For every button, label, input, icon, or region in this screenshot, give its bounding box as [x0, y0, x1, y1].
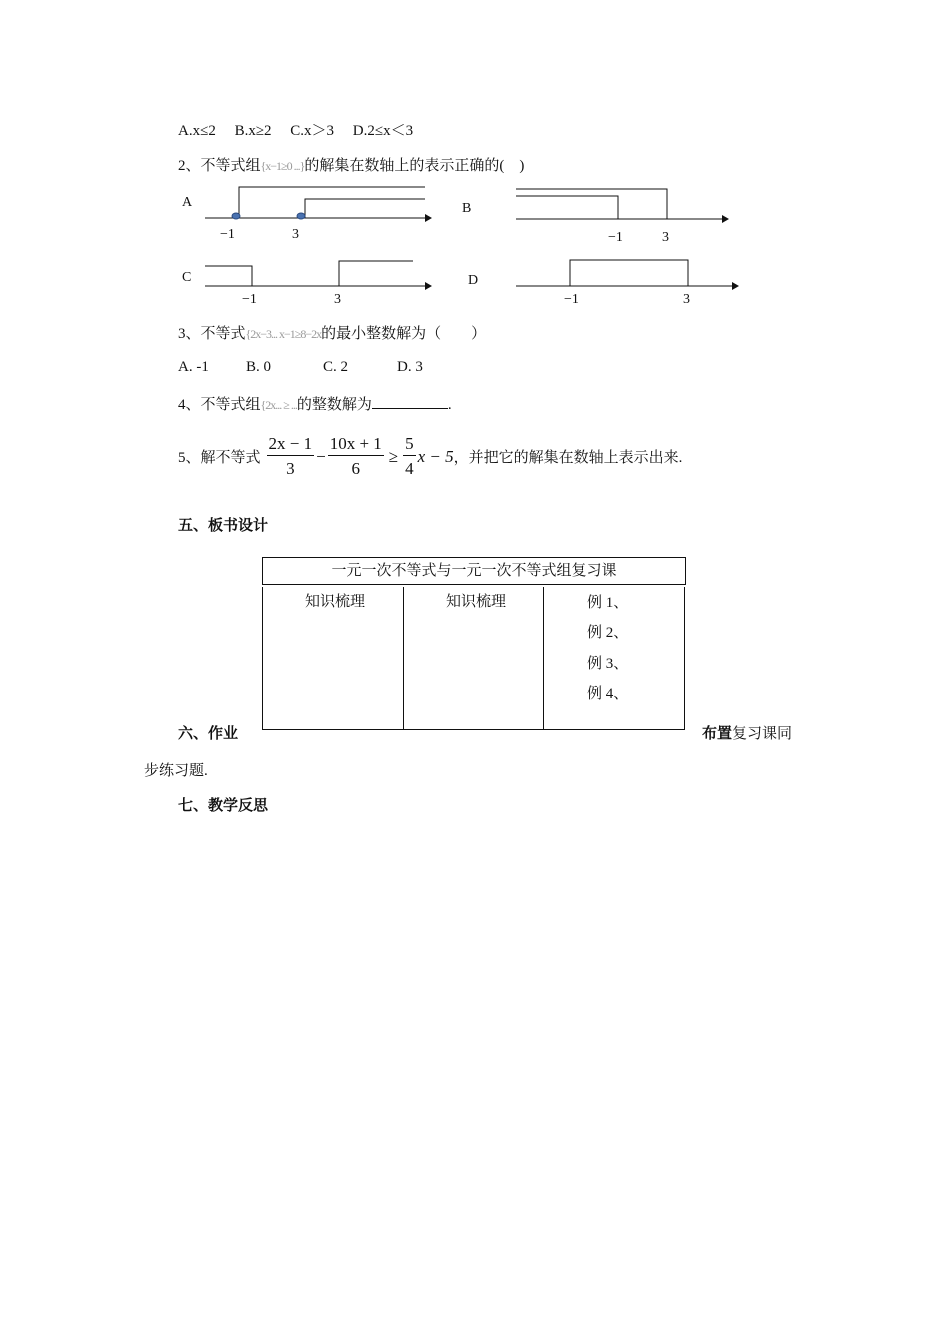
tick-d-1: −1	[564, 292, 579, 307]
option-a-label: A	[182, 195, 193, 210]
q3-option-b: B. 0	[246, 359, 272, 375]
point-a-1	[232, 213, 240, 219]
fraction-1-num: 2x − 1	[267, 436, 315, 456]
q4-answer-blank[interactable]	[372, 394, 448, 409]
fraction-3-num: 5	[403, 436, 416, 456]
tick-b-1: −1	[608, 230, 623, 245]
tick-c-2: 3	[334, 292, 341, 307]
fraction-2	[328, 436, 384, 477]
board-example-1: 例 1、	[587, 595, 629, 611]
board-example-4: 例 4、	[587, 686, 629, 702]
arrow-d	[732, 282, 739, 290]
q3-suffix: 的最小整数解为（ ）	[321, 326, 487, 342]
q5-formula	[265, 436, 454, 477]
fraction-2-num: 10x + 1	[328, 436, 384, 456]
q5-prefix: 5、解不等式	[178, 450, 261, 466]
number-line-b	[460, 185, 740, 247]
q2-suffix: 的解集在数轴上的表示正确的( )	[304, 158, 525, 174]
tick-c-1: −1	[242, 292, 257, 307]
segment-d	[570, 260, 688, 286]
q4-system: {2x... ≥ ...	[260, 398, 297, 412]
arrow-c	[425, 282, 432, 290]
section-6-text-line2: 步练习题.	[144, 763, 208, 779]
ray-c-2	[339, 261, 413, 286]
ray-a-1	[239, 187, 425, 218]
fraction-1	[267, 436, 315, 477]
minus-sign: −	[316, 446, 326, 466]
fraction-3	[403, 436, 416, 477]
tail-expression: x − 5	[417, 446, 454, 466]
board-title: 一元一次不等式与一元一次不等式组复习课	[262, 557, 686, 585]
section-6-heading: 六、作业	[178, 726, 239, 742]
board-col-1-label: 知识梳理	[305, 594, 366, 610]
geq-sign: ≥	[388, 446, 399, 466]
q3-system: {2x−3... x−1≥8−2x	[245, 327, 322, 341]
q4-end: .	[447, 397, 452, 413]
q3-option-c: C. 2	[323, 359, 349, 375]
fraction-2-den: 6	[351, 459, 360, 478]
q5-suffix: ，并把它的解集在数轴上表示出来.	[453, 450, 683, 466]
option-c-label: C	[182, 270, 192, 285]
option-b-label: B	[462, 201, 472, 216]
ray-b-1	[516, 189, 667, 219]
tick-b-2: 3	[662, 230, 669, 245]
option-d-label: D	[468, 273, 479, 288]
q2-prefix: 2、不等式组	[178, 158, 261, 174]
board-col-2-label: 知识梳理	[446, 594, 507, 610]
tick-d-2: 3	[683, 292, 690, 307]
fraction-3-den: 4	[405, 459, 414, 478]
q4-prefix: 4、不等式组	[178, 397, 261, 413]
question-4	[178, 393, 452, 414]
section-6-bold: 布置	[702, 726, 733, 742]
tick-a-1: −1	[220, 227, 235, 242]
number-line-d	[460, 256, 745, 311]
arrow-a	[425, 214, 432, 222]
section-7-heading: 七、教学反思	[178, 798, 269, 814]
section-6-rest1: 复习课同	[732, 726, 793, 742]
number-line-c	[180, 256, 440, 311]
q4-suffix: 的整数解为	[296, 397, 372, 413]
q1-options: A.x≤2 B.x≥2 C.x＞3 D.2≤x＜3	[178, 123, 414, 139]
question-5	[178, 436, 682, 477]
ray-c-1	[205, 266, 252, 286]
point-a-2	[297, 213, 305, 219]
number-line-a	[180, 180, 440, 245]
q3-prefix: 3、不等式	[178, 326, 246, 342]
tick-a-2: 3	[292, 227, 299, 242]
ray-a-2	[305, 199, 425, 218]
section-5-heading: 五、板书设计	[178, 518, 269, 534]
q3-option-a: A. -1	[178, 359, 209, 375]
arrow-b	[722, 215, 729, 223]
board-example-3: 例 3、	[587, 656, 629, 672]
board-example-2: 例 2、	[587, 625, 629, 641]
fraction-1-den: 3	[286, 459, 295, 478]
question-2	[178, 154, 524, 175]
question-3	[178, 322, 486, 343]
q3-option-d: D. 3	[397, 359, 423, 375]
section-6-text-line1	[702, 722, 792, 743]
ray-b-2	[516, 196, 618, 219]
q2-system: {x−1≥0 ...}	[260, 159, 305, 173]
